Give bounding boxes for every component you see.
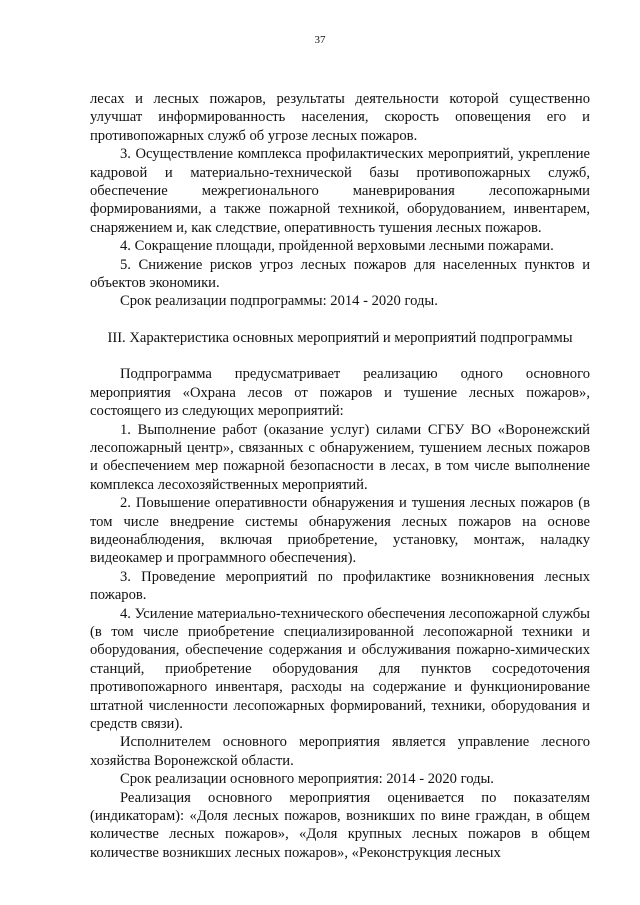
paragraph-intro: Подпрограмма предусматривает реализацию одного основного мероприятия «Охрана лесов от пожаров и тушение лесных пожаров», состоящего из следующих мероприятий: — [90, 366, 590, 420]
document-body — [90, 90, 590, 862]
paragraph-item-4: 4. Сокращение площади, пройденной верховыми лесными пожарами. — [120, 238, 554, 255]
paragraph-activity-3: 3. Проведение мероприятий по профилактике возникновения лесных пожаров. — [90, 568, 590, 604]
paragraph-indicators: Реализация основного мероприятия оценивается по показателям (индикаторам): «Доля лесных пожаров, возникших по вине граждан, в общем количестве лесных пожаров», «Доля крупных лесных пожаров в общем количестве возникших лесных пожаров», «Реконструкция лесных — [90, 789, 590, 861]
paragraph-activity-1: 1. Выполнение работ (оказание услуг) силами СГБУ ВО «Воронежский лесопожарный центр», связанных с обнаружением, тушением лесных пожаров и обеспечением мер пожарной безопасности в лесах, в том числе выполнение комплекса лесохозяйственных мероприятий. — [90, 421, 590, 493]
paragraph-subprogram-term: Срок реализации подпрограммы: 2014 - 2020 годы. — [120, 293, 438, 310]
paragraph-executor: Исполнителем основного мероприятия является управление лесного хозяйства Воронежской области. — [90, 734, 590, 769]
section-heading: III. Характеристика основных мероприятий и мероприятий подпрограммы — [107, 329, 573, 346]
paragraph-main-term: Срок реализации основного мероприятия: 2014 - 2020 годы. — [120, 771, 494, 788]
page-number: 37 — [314, 34, 326, 46]
paragraph-item-5: 5. Снижение рисков угроз лесных пожаров для населенных пунктов и объектов экономики. — [90, 256, 590, 292]
paragraph-continuation: лесах и лесных пожаров, результаты деятельности которой существенно улучшат информированность населения, скорость оповещения его и противопожарных служб об угрозе лесных пожаров. — [90, 91, 590, 144]
paragraph-item-3: 3. Осуществление комплекса профилактических мероприятий, укрепление кадровой и материально-технической базы противопожарных служб, обеспечение межрегионального маневрирования лесопожарными формированиями, а также пожарной техникой, оборудованием, инвентарем, снаряжением и, как следствие, оперативность тушения лесных пожаров. — [90, 146, 590, 236]
paragraph-activity-4: 4. Усиление материально-технического обеспечения лесопожарной службы (в том числе приобретение специализированной лесопожарной техники и оборудования, обеспечение содержания и обслуживания пожарно-химических станций, приобретение оборудования для пунктов сосредоточения противопожарного инвентаря, расходы на содержание и функционирование штатной численности лесопожарных формирований, техники, оборудования и средств связи). — [90, 605, 590, 732]
paragraph-activity-2: 2. Повышение оперативности обнаружения и тушения лесных пожаров (в том числе внедрение системы обнаружения лесных пожаров на основе видеонаблюдения, включая приобретение, установку, монтаж, наладку видеокамер и программного обеспечения). — [90, 495, 590, 567]
